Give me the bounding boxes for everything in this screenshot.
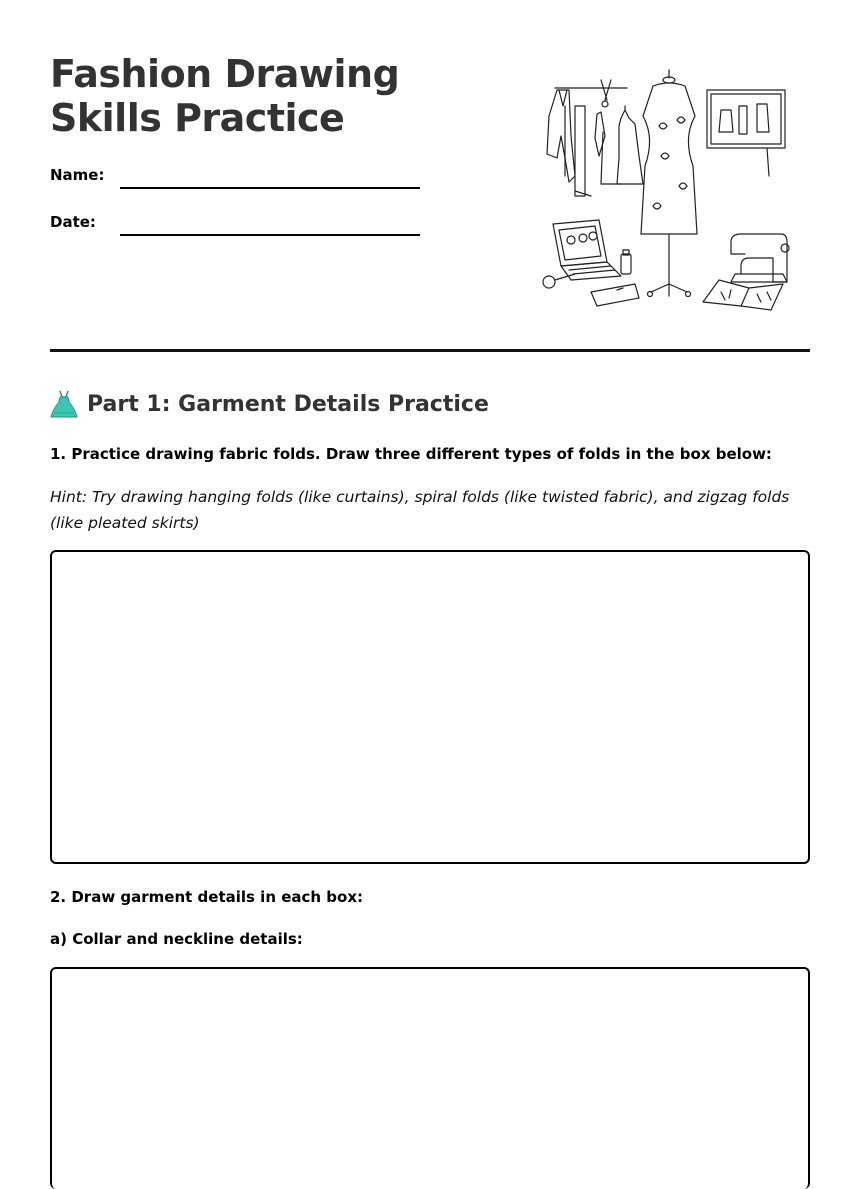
date-label: Date: xyxy=(50,213,96,231)
name-field-line[interactable] xyxy=(120,187,420,189)
part1-heading-text: Part 1: Garment Details Practice xyxy=(87,391,489,417)
date-field-line[interactable] xyxy=(120,234,420,236)
question-2: 2. Draw garment details in each box: xyxy=(50,888,364,906)
question-2a-label: a) Collar and neckline details: xyxy=(50,930,303,948)
dress-icon xyxy=(50,389,78,419)
collar-neckline-drawing-box[interactable] xyxy=(50,967,810,1189)
part1-heading xyxy=(50,388,489,420)
name-label: Name: xyxy=(50,166,105,184)
question-1: 1. Practice drawing fabric folds. Draw three different types of folds in the box below: xyxy=(50,445,772,463)
header-divider xyxy=(50,349,810,352)
fabric-folds-drawing-box[interactable] xyxy=(50,550,810,864)
page-title: Fashion Drawing Skills Practice xyxy=(50,52,400,140)
question-1-hint: Hint: Try drawing hanging folds (like curtains), spiral folds (like twisted fabric), and zigzag folds (like pleated skirts) xyxy=(50,488,790,532)
fashion-studio-illustration xyxy=(535,66,795,316)
